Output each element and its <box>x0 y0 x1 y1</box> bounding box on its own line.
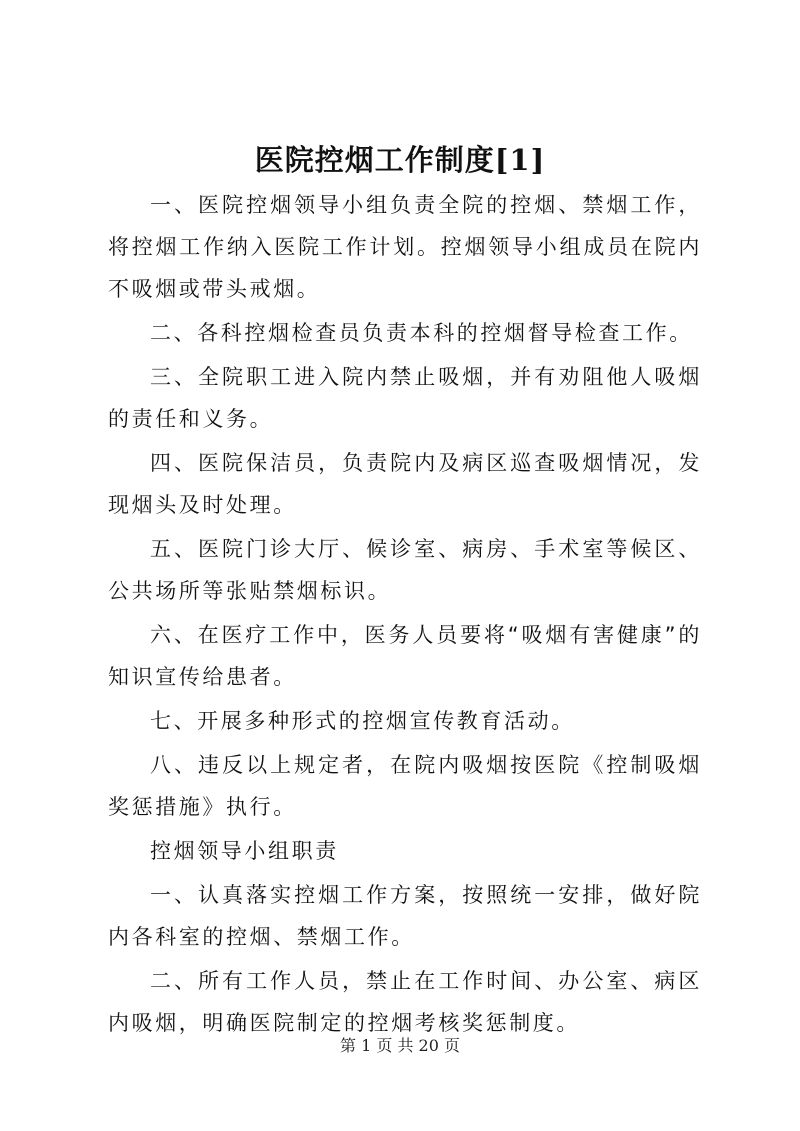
document-body <box>108 184 702 1046</box>
paragraph-3: 三、全院职工进入院内禁止吸烟，并有劝阻他人吸烟的责任和义务。 <box>108 365 702 431</box>
paragraph-9: 一、认真落实控烟工作方案，按照统一安排，做好院内各科室的控烟、禁烟工作。 <box>108 883 702 949</box>
document-title: 医院控烟工作制度[1] <box>254 143 546 177</box>
paragraph-8: 八、违反以上规定者，在院内吸烟按医院《控制吸烟奖惩措施》执行。 <box>108 753 702 819</box>
page-footer: 第 1 页 共 20 页 <box>340 1036 460 1055</box>
section-heading: 控烟领导小组职责 <box>150 839 339 863</box>
paragraph-4: 四、医院保洁员，负责院内及病区巡查吸烟情况，发现烟头及时处理。 <box>108 451 702 517</box>
paragraph-2: 二、各科控烟检查员负责本科的控烟督导检查工作。 <box>150 321 693 345</box>
paragraph-7: 七、开展多种形式的控烟宣传教育活动。 <box>150 709 575 733</box>
paragraph-1: 一、医院控烟领导小组负责全院的控烟、禁烟工作，将控烟工作纳入医院工作计划。控烟领导小组成员在院内不吸烟或带头戒烟。 <box>108 193 702 301</box>
paragraph-10: 二、所有工作人员，禁止在工作时间、办公室、病区内吸烟，明确医院制定的控烟考核奖惩制度。 <box>108 969 702 1035</box>
paragraph-6: 六、在医疗工作中，医务人员要将“吸烟有害健康”的知识宣传给患者。 <box>108 623 702 689</box>
paragraph-5: 五、医院门诊大厅、候诊室、病房、手术室等候区、公共场所等张贴禁烟标识。 <box>108 537 702 603</box>
